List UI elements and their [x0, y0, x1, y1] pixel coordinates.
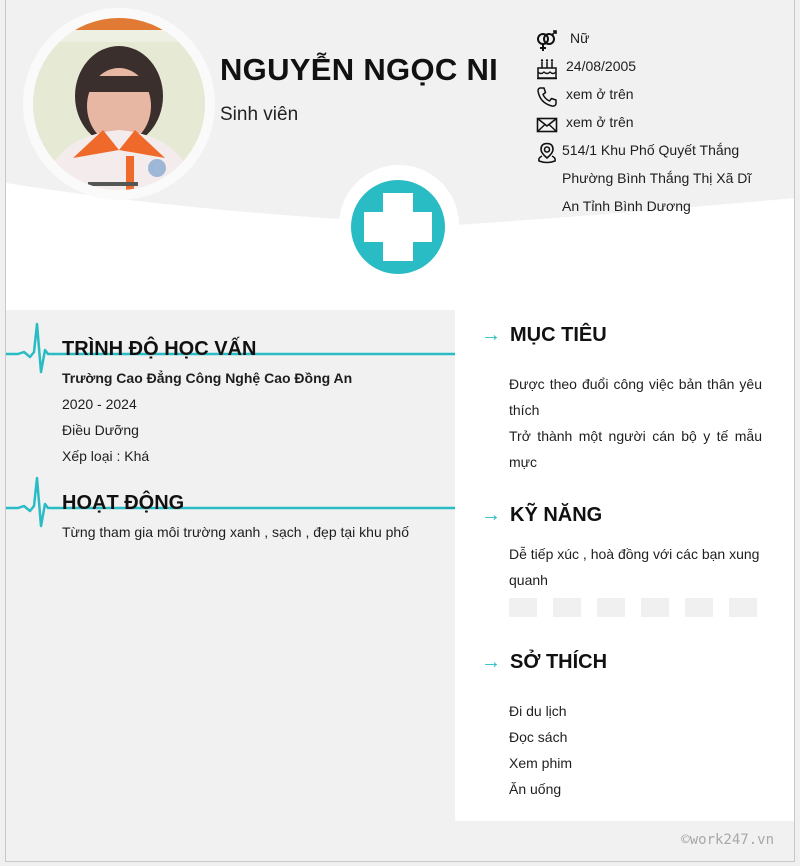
left-column [6, 310, 455, 862]
hobbies-title: SỞ THÍCH [510, 651, 608, 673]
hobby-item: Xem phim [509, 755, 573, 771]
gender-icon [536, 30, 558, 52]
skill-rating-box [685, 598, 713, 617]
phone-icon [536, 86, 558, 108]
arrow-right-icon: → [481, 324, 501, 346]
objective-paragraph: Trở thành một người cán bộ y tế mẫu mực [509, 428, 762, 470]
education-years: 2020 - 2024 [62, 396, 137, 412]
copyright-text[interactable]: ©work247.vn [681, 832, 774, 848]
address-line-3: An Tỉnh Bình Dương [562, 198, 691, 214]
skill-item: Dễ tiếp xúc , hoà đồng với các bạn xung quanh [509, 546, 760, 588]
objective-header [481, 324, 607, 347]
objective-paragraph: Được theo đuổi công việc bản thân yêu thích [509, 376, 762, 418]
objective-text [509, 371, 762, 475]
hobbies-header [481, 651, 607, 674]
contact-info [536, 30, 786, 226]
candidate-name: NGUYỄN NGỌC NI [220, 52, 499, 87]
skills-header [481, 504, 602, 527]
birthday-value: 24/08/2005 [566, 58, 637, 74]
hobby-item: Đọc sách [509, 729, 568, 745]
email-icon [536, 114, 558, 136]
hobby-item: Đi du lịch [509, 703, 567, 719]
skill-rating-box [597, 598, 625, 617]
arrow-right-icon: → [481, 504, 501, 526]
cv-page [5, 0, 795, 862]
footer [455, 821, 795, 862]
birthday-cake-icon [536, 58, 558, 80]
hobbies-list [509, 698, 762, 802]
education-title: TRÌNH ĐỘ HỌC VẤN [62, 338, 257, 360]
skill-rating [509, 598, 757, 617]
skills-text [509, 541, 762, 593]
job-title: Sinh viên [220, 104, 299, 125]
location-pin-icon [536, 142, 558, 164]
phone-value: xem ở trên [566, 86, 634, 102]
address-line-1: 514/1 Khu Phố Quyết Thắng [562, 142, 740, 158]
objective-title: MỤC TIÊU [510, 324, 607, 346]
profile-photo [33, 18, 205, 190]
hobby-item: Ăn uống [509, 781, 562, 797]
education-major: Điều Dưỡng [62, 422, 139, 438]
education-details [62, 365, 352, 469]
skill-rating-box [553, 598, 581, 617]
right-column [455, 310, 795, 821]
education-grade: Xếp loại : Khá [62, 448, 150, 464]
activities-details [62, 519, 409, 545]
activity-item: Từng tham gia môi trường xanh , sạch , đẹp tại khu phố [62, 524, 409, 540]
skills-title: KỸ NĂNG [510, 504, 603, 526]
skill-rating-box [729, 598, 757, 617]
gender-value: Nữ [570, 30, 590, 46]
avatar[interactable] [33, 18, 205, 190]
arrow-right-icon: → [481, 651, 501, 673]
school-name: Trường Cao Đẳng Công Nghệ Cao Đồng An [62, 370, 353, 386]
skill-rating-box [641, 598, 669, 617]
address-line-2: Phường Bình Thắng Thị Xã Dĩ [562, 170, 752, 186]
cross-horizontal-bar [364, 212, 432, 242]
activities-title: HOẠT ĐỘNG [62, 492, 185, 514]
skill-rating-box [509, 598, 537, 617]
email-value: xem ở trên [566, 114, 634, 130]
